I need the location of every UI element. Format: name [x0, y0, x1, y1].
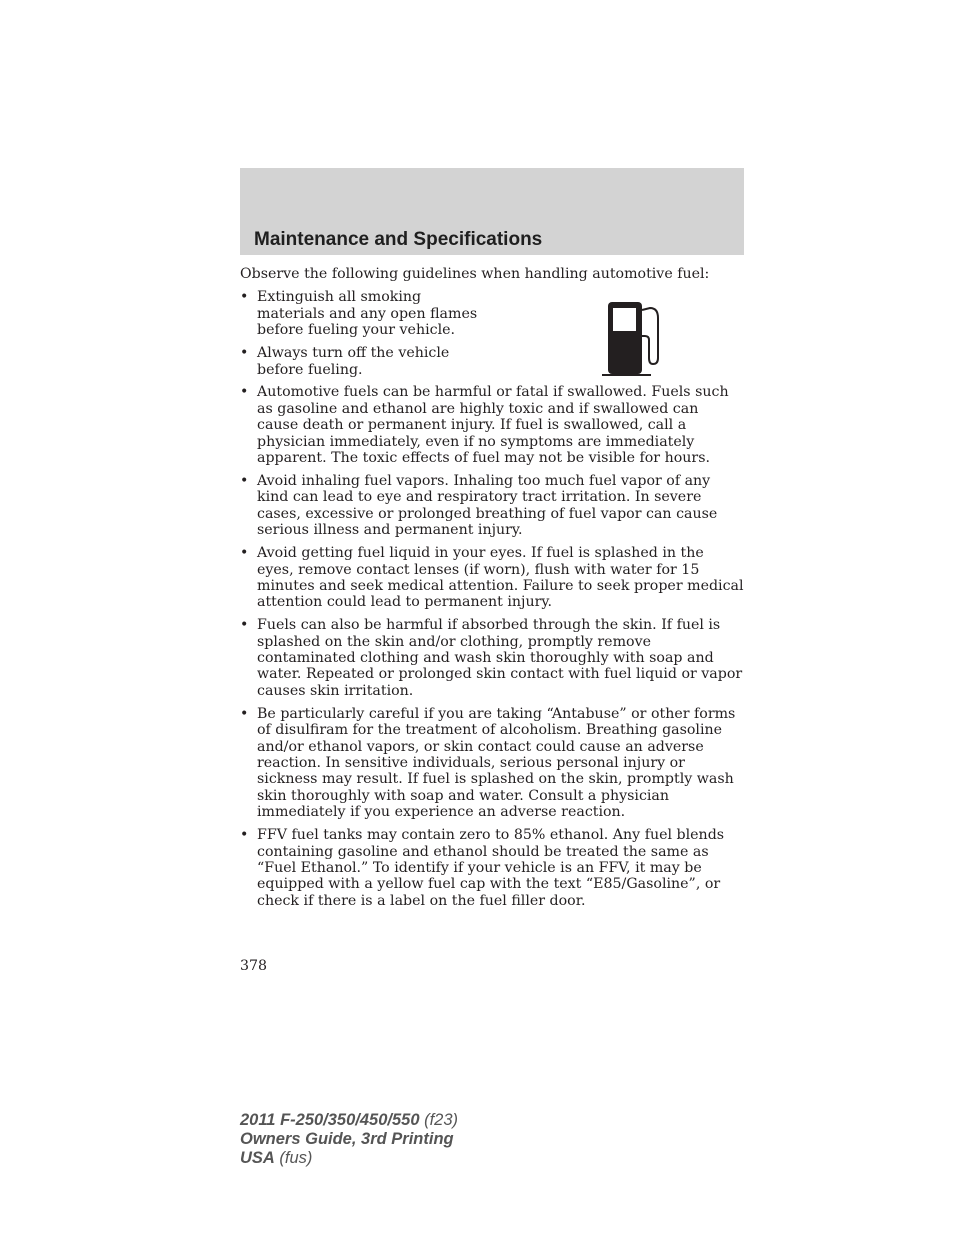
- footer-region-code: (fus): [274, 1149, 313, 1167]
- footer-line-region: [240, 1149, 458, 1168]
- section-header-band: [240, 168, 744, 255]
- guideline-item: • FFV fuel tanks may contain zero to 85% ethanol. Any fuel blends containing gasoline and ethanol should be treated the same as “Fuel Ethanol.” To identify if your vehicle is an FFV, it may be equipped with a yellow fuel cap with the text “E85/Gasoline”, or check if there is a label on the fuel filler door.: [240, 827, 744, 909]
- footer-model-code: (f23): [419, 1111, 459, 1129]
- guideline-item: • Be particularly careful if you are taking “Antabuse” or other forms of disulfiram for the treatment of alcoholism. Breathing gasoline and/or ethanol vapors, or skin contact could cause an adverse reaction. In sensitive individuals, serious personal injury or sickness may result. If fuel is splashed on the skin, promptly wash skin thoroughly with soap and water. Consult a physician immediately if you experience an adverse reaction.: [240, 706, 744, 821]
- fuel-pump-icon: [602, 300, 666, 378]
- guideline-item: • Fuels can also be harmful if absorbed through the skin. If fuel is splashed on the skin and/or clothing, promptly remove contaminated clothing and wash skin thoroughly with soap and water. Repeated or prolonged skin contact with fuel liquid or vapor causes skin irritation.: [240, 617, 744, 699]
- document-footer: [240, 1111, 458, 1168]
- guideline-item: [240, 384, 744, 466]
- footer-line-guide: [240, 1130, 458, 1149]
- section-title: Maintenance and Specifications: [254, 229, 543, 250]
- footer-guide: Owners Guide, 3rd Printing: [240, 1130, 454, 1148]
- guideline-item: • Avoid getting fuel liquid in your eyes. If fuel is splashed in the eyes, remove contact lenses (if worn), flush with water for 15 minutes and seek medical attention. Failure to seek proper medical attention could lead to permanent injury.: [240, 545, 744, 611]
- footer-region: USA: [240, 1149, 275, 1167]
- page-number: 378: [240, 958, 268, 974]
- guideline-item: • Avoid inhaling fuel vapors. Inhaling too much fuel vapor of any kind can lead to eye and respiratory tract irritation. In severe cases, excessive or prolonged breathing of fuel vapor can cause serious illness and permanent injury.: [240, 473, 744, 539]
- page-content: [240, 266, 744, 916]
- guideline-item: • Always turn off the vehicle before fueling.: [240, 345, 493, 378]
- footer-model: 2011 F-250/350/450/550: [240, 1111, 420, 1129]
- guideline-item: • Extinguish all smoking materials and any open flames before fueling your vehicle.: [240, 289, 493, 338]
- fuel-guidelines-list: [240, 289, 744, 909]
- footer-line-model: [240, 1111, 458, 1130]
- intro-text: Observe the following guidelines when handling automotive fuel:: [240, 266, 710, 282]
- guideline-text: • Automotive fuels can be harmful or fatal if swallowed. Fuels such as gasoline and ethanol are highly toxic and if swallowed can cause death or permanent injury. If fuel is swallowed, call a physician immediately, even if no symptoms are immediately apparent. The toxic effects of fuel may not be visible for hours.: [257, 384, 729, 467]
